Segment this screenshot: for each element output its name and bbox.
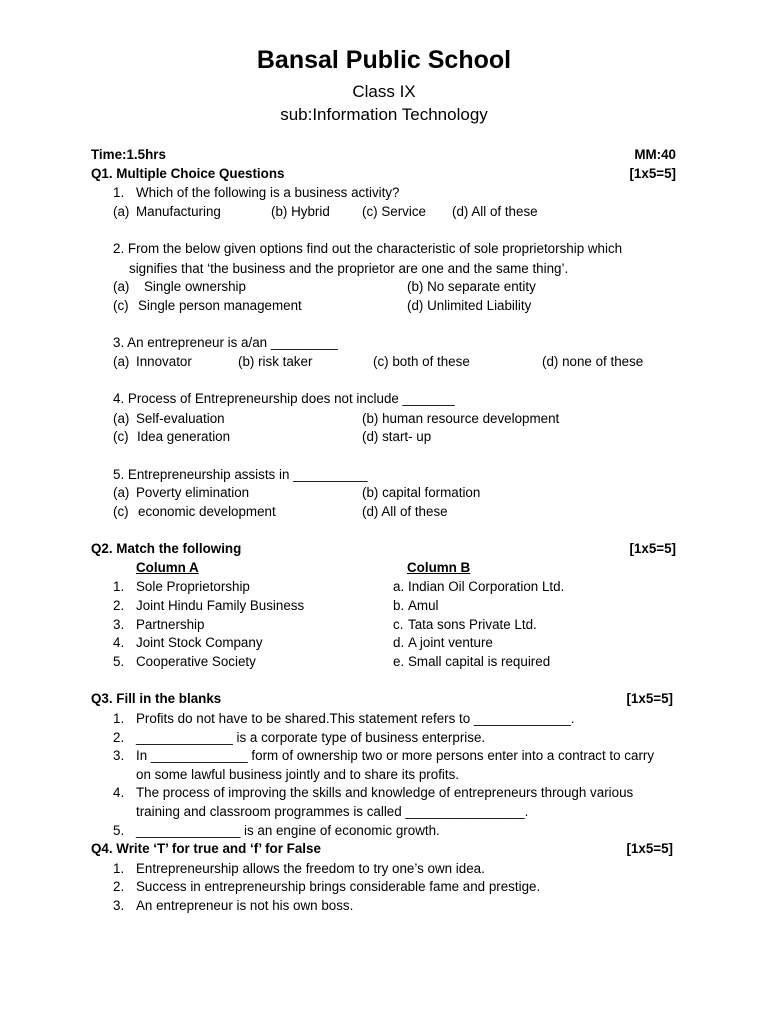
q3-item-text: Profits do not have to be shared.This statement refers to _____________. [136, 711, 575, 726]
column-b-letter: b. [393, 598, 405, 613]
column-a-item: Partnership [136, 617, 205, 632]
q1-1-number: 1. [113, 185, 125, 200]
column-b-letter: c. [393, 617, 404, 632]
q1-title: Q1. Multiple Choice Questions [91, 166, 285, 181]
class-label: Class IX [352, 82, 416, 101]
q3-item-text-continuation: training and classroom programmes is called ________________. [136, 804, 529, 819]
column-b-item: A joint venture [408, 635, 493, 650]
q1-3-option-d: (d) none of these [542, 354, 644, 369]
school-title: Bansal Public School [256, 46, 512, 74]
column-a-number: 1. [113, 579, 125, 594]
q3-item-number: 2. [113, 730, 125, 745]
column-a-item: Joint Stock Company [136, 635, 263, 650]
q4-item-text: Success in entrepreneurship brings considerable fame and prestige. [136, 879, 541, 894]
q1-4-option-a: Self-evaluation [136, 411, 225, 426]
q1-5-option-a-marker: (a) [113, 485, 130, 500]
column-a-item: Cooperative Society [136, 654, 256, 669]
q1-3-option-b: (b) risk taker [238, 354, 313, 369]
q4-item-text: Entrepreneurship allows the freedom to try one’s own idea. [136, 861, 485, 876]
q1-1-option-b: (b) Hybrid [271, 204, 330, 219]
q1-4-text: 4. Process of Entrepreneurship does not include _______ [113, 391, 455, 406]
q1-2-text-line2: signifies that ‘the business and the proprietor are one and the same thing’. [129, 261, 569, 276]
q3-item-number: 3. [113, 748, 125, 763]
q1-3-option-a: Innovator [136, 354, 192, 369]
column-a-heading: Column A [136, 560, 199, 575]
column-a-item: Joint Hindu Family Business [136, 598, 305, 613]
column-b-letter: e. [393, 654, 405, 669]
q1-1-option-a: Manufacturing [136, 204, 221, 219]
q3-item-number: 4. [113, 785, 125, 800]
q4-item-number: 2. [113, 879, 125, 894]
q1-5-option-c-marker: (c) [113, 504, 129, 519]
q1-3-option-c: (c) both of these [373, 354, 470, 369]
q1-marks: [1x5=5] [629, 166, 676, 181]
column-b-item: Tata sons Private Ltd. [408, 617, 537, 632]
q1-1-text: Which of the following is a business activity? [136, 185, 400, 200]
q3-marks: [1x5=5] [626, 691, 673, 706]
q1-3-option-a-marker: (a) [113, 354, 130, 369]
column-a-number: 2. [113, 598, 125, 613]
column-b-heading: Column B [407, 560, 471, 575]
q3-item-text-continuation: on some lawful business jointly and to share its profits. [136, 767, 460, 782]
q1-4-option-c-marker: (c) [113, 429, 129, 444]
q2-title: Q2. Match the following [91, 541, 242, 556]
q4-item-number: 1. [113, 861, 125, 876]
q1-5-option-d: (d) All of these [362, 504, 448, 519]
column-a-item: Sole Proprietorship [136, 579, 250, 594]
max-marks: MM:40 [634, 147, 676, 162]
q1-2-text-line1: 2. From the below given options find out the characteristic of sole proprietorship which [113, 241, 623, 256]
column-b-letter: a. [393, 579, 405, 594]
q4-marks: [1x5=5] [626, 841, 673, 856]
q3-item-text: The process of improving the skills and knowledge of entrepreneurs through various [136, 785, 634, 800]
q1-2-option-b: (b) No separate entity [407, 279, 536, 294]
q2-marks: [1x5=5] [629, 541, 676, 556]
q1-1-option-a-marker: (a) [113, 204, 130, 219]
q1-5-option-b: (b) capital formation [362, 485, 481, 500]
q3-item-text: _____________ is a corporate type of business enterprise. [136, 730, 486, 745]
q4-title: Q4. Write ‘T’ for true and ‘f’ for False [91, 841, 321, 856]
column-a-number: 5. [113, 654, 125, 669]
column-b-item: Indian Oil Corporation Ltd. [408, 579, 565, 594]
q3-item-number: 1. [113, 711, 125, 726]
q3-title: Q3. Fill in the blanks [91, 691, 222, 706]
q1-2-option-a: Single ownership [144, 279, 246, 294]
q1-4-option-c: Idea generation [137, 429, 231, 444]
q3-item-number: 5. [113, 823, 125, 838]
column-a-number: 4. [113, 635, 125, 650]
q1-4-option-b: (b) human resource development [362, 411, 560, 426]
q1-5-option-c: economic development [138, 504, 276, 519]
column-b-item: Small capital is required [408, 654, 551, 669]
q1-3-text: 3. An entrepreneur is a/an _________ [113, 335, 338, 350]
q1-4-option-d: (d) start- up [362, 429, 432, 444]
q3-item-text: In _____________ form of ownership two or more persons enter into a contract to carry [136, 748, 655, 763]
q1-5-text: 5. Entrepreneurship assists in __________ [113, 467, 368, 482]
subject-label: sub:Information Technology [280, 105, 488, 124]
q1-2-option-d: (d) Unlimited Liability [407, 298, 532, 313]
q1-1-option-c: (c) Service [362, 204, 426, 219]
column-b-item: Amul [408, 598, 439, 613]
column-a-number: 3. [113, 617, 125, 632]
q1-2-option-c-marker: (c) [113, 298, 129, 313]
q3-item-text: ______________ is an engine of economic growth. [136, 823, 440, 838]
column-b-letter: d. [393, 635, 405, 650]
q1-4-option-a-marker: (a) [113, 411, 130, 426]
q4-item-number: 3. [113, 898, 125, 913]
q1-5-option-a: Poverty elimination [136, 485, 250, 500]
q1-2-option-c: Single person management [138, 298, 302, 313]
q1-1-option-d: (d) All of these [452, 204, 538, 219]
q4-item-text: An entrepreneur is not his own boss. [136, 898, 354, 913]
time-label: Time:1.5hrs [91, 147, 166, 162]
q1-2-option-a-marker: (a) [113, 279, 130, 294]
